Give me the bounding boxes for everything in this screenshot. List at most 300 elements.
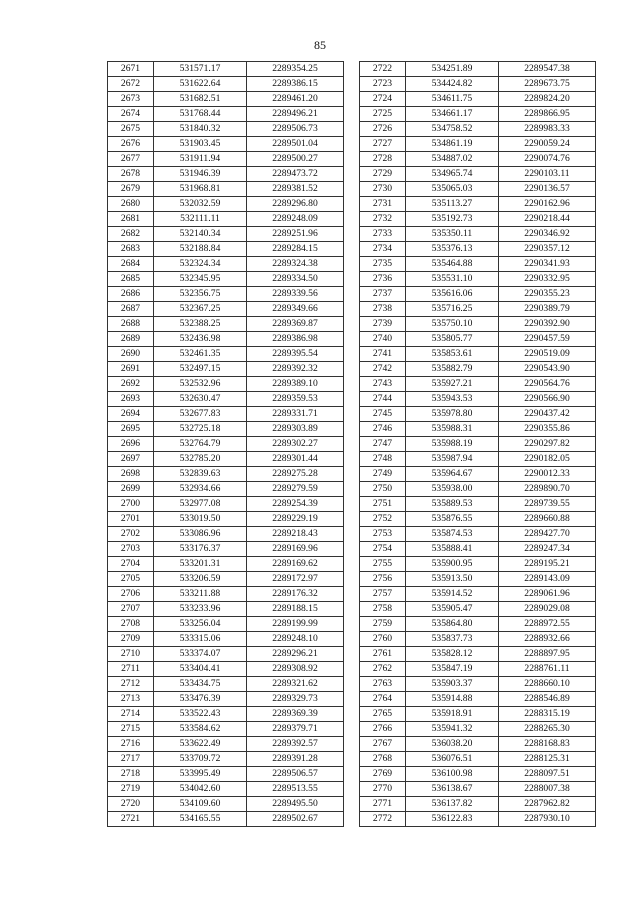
y-coordinate-cell: 2289379.71 — [247, 722, 344, 737]
point-number-cell: 2761 — [360, 647, 406, 662]
y-coordinate-cell: 2289369.39 — [247, 707, 344, 722]
y-coordinate-cell: 2289303.89 — [247, 422, 344, 437]
point-number-cell: 2764 — [360, 692, 406, 707]
point-number-cell: 2673 — [108, 92, 154, 107]
table-row — [108, 407, 344, 422]
x-coordinate-cell: 531682.51 — [154, 92, 247, 107]
table-row — [360, 587, 596, 602]
y-coordinate-cell: 2289199.99 — [247, 617, 344, 632]
x-coordinate-cell: 535716.25 — [406, 302, 499, 317]
y-coordinate-cell: 2290357.12 — [499, 242, 596, 257]
point-number-cell: 2718 — [108, 767, 154, 782]
x-coordinate-cell: 532630.47 — [154, 392, 247, 407]
x-coordinate-cell: 532497.15 — [154, 362, 247, 377]
point-number-cell: 2698 — [108, 467, 154, 482]
y-coordinate-cell: 2289229.19 — [247, 512, 344, 527]
x-coordinate-cell: 531840.32 — [154, 122, 247, 137]
x-coordinate-cell: 532188.84 — [154, 242, 247, 257]
y-coordinate-cell: 2289279.59 — [247, 482, 344, 497]
table-row — [360, 62, 596, 77]
table-row — [360, 362, 596, 377]
y-coordinate-cell: 2290566.90 — [499, 392, 596, 407]
table-row — [108, 197, 344, 212]
table-row — [360, 647, 596, 662]
table-row — [108, 317, 344, 332]
y-coordinate-cell: 2289254.39 — [247, 497, 344, 512]
point-number-cell: 2734 — [360, 242, 406, 257]
x-coordinate-cell: 535943.53 — [406, 392, 499, 407]
table-row — [108, 677, 344, 692]
y-coordinate-cell: 2289386.98 — [247, 332, 344, 347]
point-number-cell: 2684 — [108, 257, 154, 272]
point-number-cell: 2755 — [360, 557, 406, 572]
y-coordinate-cell: 2289354.25 — [247, 62, 344, 77]
table-row — [108, 482, 344, 497]
table-row — [108, 497, 344, 512]
x-coordinate-cell: 535918.91 — [406, 707, 499, 722]
y-coordinate-cell: 2289495.50 — [247, 797, 344, 812]
point-number-cell: 2748 — [360, 452, 406, 467]
point-number-cell: 2716 — [108, 737, 154, 752]
x-coordinate-cell: 533256.04 — [154, 617, 247, 632]
y-coordinate-cell: 2289349.66 — [247, 302, 344, 317]
y-coordinate-cell: 2289302.27 — [247, 437, 344, 452]
x-coordinate-cell: 533584.62 — [154, 722, 247, 737]
point-number-cell: 2719 — [108, 782, 154, 797]
table-row — [108, 647, 344, 662]
y-coordinate-cell: 2289275.28 — [247, 467, 344, 482]
point-number-cell: 2707 — [108, 602, 154, 617]
y-coordinate-cell: 2289392.57 — [247, 737, 344, 752]
y-coordinate-cell: 2288097.51 — [499, 767, 596, 782]
point-number-cell: 2744 — [360, 392, 406, 407]
table-row — [360, 707, 596, 722]
x-coordinate-cell: 535531.10 — [406, 272, 499, 287]
point-number-cell: 2750 — [360, 482, 406, 497]
point-number-cell: 2729 — [360, 167, 406, 182]
table-row — [360, 332, 596, 347]
x-coordinate-cell: 535113.27 — [406, 197, 499, 212]
point-number-cell: 2741 — [360, 347, 406, 362]
point-number-cell: 2763 — [360, 677, 406, 692]
y-coordinate-cell: 2289169.62 — [247, 557, 344, 572]
x-coordinate-cell: 534424.82 — [406, 77, 499, 92]
table-row — [360, 617, 596, 632]
x-coordinate-cell: 532345.95 — [154, 272, 247, 287]
table-row — [360, 482, 596, 497]
table-row — [360, 737, 596, 752]
table-row — [108, 722, 344, 737]
table-row — [108, 242, 344, 257]
point-number-cell: 2723 — [360, 77, 406, 92]
x-coordinate-cell: 536038.20 — [406, 737, 499, 752]
x-coordinate-cell: 532977.08 — [154, 497, 247, 512]
x-coordinate-cell: 531946.39 — [154, 167, 247, 182]
table-row — [360, 437, 596, 452]
y-coordinate-cell: 2290012.33 — [499, 467, 596, 482]
y-coordinate-cell: 2288761.11 — [499, 662, 596, 677]
x-coordinate-cell: 535914.52 — [406, 587, 499, 602]
table-row — [108, 512, 344, 527]
y-coordinate-cell: 2289506.73 — [247, 122, 344, 137]
x-coordinate-cell: 532532.96 — [154, 377, 247, 392]
table-row — [108, 362, 344, 377]
table-row — [360, 152, 596, 167]
point-number-cell: 2701 — [108, 512, 154, 527]
point-number-cell: 2771 — [360, 797, 406, 812]
x-coordinate-cell: 532367.25 — [154, 302, 247, 317]
table-row — [108, 467, 344, 482]
point-number-cell: 2692 — [108, 377, 154, 392]
table-row — [108, 302, 344, 317]
x-coordinate-cell: 534042.60 — [154, 782, 247, 797]
table-row — [360, 422, 596, 437]
x-coordinate-cell: 535464.88 — [406, 257, 499, 272]
x-coordinate-cell: 535988.19 — [406, 437, 499, 452]
y-coordinate-cell: 2288972.55 — [499, 617, 596, 632]
x-coordinate-cell: 534758.52 — [406, 122, 499, 137]
point-number-cell: 2759 — [360, 617, 406, 632]
table-row — [360, 722, 596, 737]
y-coordinate-cell: 2290564.76 — [499, 377, 596, 392]
x-coordinate-cell: 535616.06 — [406, 287, 499, 302]
point-number-cell: 2731 — [360, 197, 406, 212]
x-coordinate-cell: 532388.25 — [154, 317, 247, 332]
x-coordinate-cell: 535903.37 — [406, 677, 499, 692]
y-coordinate-cell: 2289188.15 — [247, 602, 344, 617]
x-coordinate-cell: 531911.94 — [154, 152, 247, 167]
y-coordinate-cell: 2290182.05 — [499, 452, 596, 467]
y-coordinate-cell: 2289251.96 — [247, 227, 344, 242]
x-coordinate-cell: 535987.94 — [406, 452, 499, 467]
table-row — [108, 347, 344, 362]
point-number-cell: 2749 — [360, 467, 406, 482]
x-coordinate-cell: 533211.88 — [154, 587, 247, 602]
y-coordinate-cell: 2290389.79 — [499, 302, 596, 317]
point-number-cell: 2770 — [360, 782, 406, 797]
table-row — [360, 407, 596, 422]
y-coordinate-cell: 2289329.73 — [247, 692, 344, 707]
point-number-cell: 2706 — [108, 587, 154, 602]
y-coordinate-cell: 2290457.59 — [499, 332, 596, 347]
x-coordinate-cell: 532785.20 — [154, 452, 247, 467]
point-number-cell: 2725 — [360, 107, 406, 122]
y-coordinate-cell: 2289389.10 — [247, 377, 344, 392]
point-number-cell: 2720 — [108, 797, 154, 812]
point-number-cell: 2700 — [108, 497, 154, 512]
y-coordinate-cell: 2289386.15 — [247, 77, 344, 92]
point-number-cell: 2717 — [108, 752, 154, 767]
table-row — [108, 332, 344, 347]
x-coordinate-cell: 533374.07 — [154, 647, 247, 662]
x-coordinate-cell: 535837.73 — [406, 632, 499, 647]
table-row — [108, 92, 344, 107]
table-row — [360, 812, 596, 827]
table-row — [108, 587, 344, 602]
y-coordinate-cell: 2289890.70 — [499, 482, 596, 497]
table-row — [108, 617, 344, 632]
table-row — [360, 137, 596, 152]
x-coordinate-cell: 535882.79 — [406, 362, 499, 377]
table-row — [360, 347, 596, 362]
y-coordinate-cell: 2289369.87 — [247, 317, 344, 332]
y-coordinate-cell: 2287962.82 — [499, 797, 596, 812]
x-coordinate-cell: 531968.81 — [154, 182, 247, 197]
x-coordinate-cell: 532111.11 — [154, 212, 247, 227]
table-row — [108, 632, 344, 647]
table-row — [360, 122, 596, 137]
y-coordinate-cell: 2289301.44 — [247, 452, 344, 467]
y-coordinate-cell: 2289172.97 — [247, 572, 344, 587]
table-row — [360, 632, 596, 647]
x-coordinate-cell: 532461.35 — [154, 347, 247, 362]
point-number-cell: 2738 — [360, 302, 406, 317]
point-number-cell: 2724 — [360, 92, 406, 107]
table-row — [360, 287, 596, 302]
x-coordinate-cell: 533995.49 — [154, 767, 247, 782]
y-coordinate-cell: 2289296.80 — [247, 197, 344, 212]
x-coordinate-cell: 533404.41 — [154, 662, 247, 677]
x-coordinate-cell: 535905.47 — [406, 602, 499, 617]
point-number-cell: 2705 — [108, 572, 154, 587]
point-number-cell: 2690 — [108, 347, 154, 362]
y-coordinate-cell: 2288932.66 — [499, 632, 596, 647]
point-number-cell: 2675 — [108, 122, 154, 137]
table-row — [108, 542, 344, 557]
y-coordinate-cell: 2289247.34 — [499, 542, 596, 557]
point-number-cell: 2758 — [360, 602, 406, 617]
point-number-cell: 2722 — [360, 62, 406, 77]
y-coordinate-cell: 2289500.27 — [247, 152, 344, 167]
table-row — [360, 302, 596, 317]
y-coordinate-cell: 2290341.93 — [499, 257, 596, 272]
point-number-cell: 2711 — [108, 662, 154, 677]
table-row — [360, 212, 596, 227]
point-number-cell: 2727 — [360, 137, 406, 152]
x-coordinate-cell: 535914.88 — [406, 692, 499, 707]
x-coordinate-cell: 532677.83 — [154, 407, 247, 422]
point-number-cell: 2683 — [108, 242, 154, 257]
y-coordinate-cell: 2289392.32 — [247, 362, 344, 377]
point-number-cell: 2691 — [108, 362, 154, 377]
x-coordinate-cell: 535874.53 — [406, 527, 499, 542]
y-coordinate-cell: 2289195.21 — [499, 557, 596, 572]
point-number-cell: 2743 — [360, 377, 406, 392]
y-coordinate-cell: 2290355.23 — [499, 287, 596, 302]
x-coordinate-cell: 533315.06 — [154, 632, 247, 647]
point-number-cell: 2682 — [108, 227, 154, 242]
table-row — [360, 557, 596, 572]
table-row — [108, 392, 344, 407]
y-coordinate-cell: 2289029.08 — [499, 602, 596, 617]
x-coordinate-cell: 532764.79 — [154, 437, 247, 452]
table-row — [360, 752, 596, 767]
y-coordinate-cell: 2290519.09 — [499, 347, 596, 362]
coordinate-table-left — [107, 61, 344, 827]
y-coordinate-cell: 2289248.09 — [247, 212, 344, 227]
table-row — [108, 167, 344, 182]
point-number-cell: 2671 — [108, 62, 154, 77]
x-coordinate-cell: 533522.43 — [154, 707, 247, 722]
point-number-cell: 2697 — [108, 452, 154, 467]
point-number-cell: 2726 — [360, 122, 406, 137]
y-coordinate-cell: 2289502.67 — [247, 812, 344, 827]
table-row — [360, 242, 596, 257]
point-number-cell: 2703 — [108, 542, 154, 557]
x-coordinate-cell: 536138.67 — [406, 782, 499, 797]
x-coordinate-cell: 534165.55 — [154, 812, 247, 827]
table-row — [360, 677, 596, 692]
y-coordinate-cell: 2289176.32 — [247, 587, 344, 602]
table-row — [108, 707, 344, 722]
table-row — [360, 797, 596, 812]
x-coordinate-cell: 536122.83 — [406, 812, 499, 827]
table-row — [108, 77, 344, 92]
x-coordinate-cell: 534965.74 — [406, 167, 499, 182]
point-number-cell: 2695 — [108, 422, 154, 437]
point-number-cell: 2756 — [360, 572, 406, 587]
x-coordinate-cell: 533201.31 — [154, 557, 247, 572]
table-row — [360, 227, 596, 242]
y-coordinate-cell: 2289324.38 — [247, 257, 344, 272]
point-number-cell: 2728 — [360, 152, 406, 167]
point-number-cell: 2714 — [108, 707, 154, 722]
x-coordinate-cell: 535847.19 — [406, 662, 499, 677]
y-coordinate-cell: 2290437.42 — [499, 407, 596, 422]
point-number-cell: 2762 — [360, 662, 406, 677]
page-number: 85 — [314, 38, 326, 52]
point-number-cell: 2715 — [108, 722, 154, 737]
point-number-cell: 2676 — [108, 137, 154, 152]
table-row — [360, 107, 596, 122]
y-coordinate-cell: 2289339.56 — [247, 287, 344, 302]
point-number-cell: 2754 — [360, 542, 406, 557]
point-number-cell: 2767 — [360, 737, 406, 752]
y-coordinate-cell: 2289248.10 — [247, 632, 344, 647]
y-coordinate-cell: 2290297.82 — [499, 437, 596, 452]
point-number-cell: 2737 — [360, 287, 406, 302]
x-coordinate-cell: 532324.34 — [154, 257, 247, 272]
table-row — [360, 542, 596, 557]
x-coordinate-cell: 533086.96 — [154, 527, 247, 542]
table-row — [108, 572, 344, 587]
point-number-cell: 2679 — [108, 182, 154, 197]
point-number-cell: 2732 — [360, 212, 406, 227]
table-row — [108, 437, 344, 452]
coordinate-table-right — [359, 61, 596, 827]
table-row — [360, 317, 596, 332]
point-number-cell: 2681 — [108, 212, 154, 227]
y-coordinate-cell: 2289427.70 — [499, 527, 596, 542]
y-coordinate-cell: 2290543.90 — [499, 362, 596, 377]
y-coordinate-cell: 2290074.76 — [499, 152, 596, 167]
point-number-cell: 2704 — [108, 557, 154, 572]
point-number-cell: 2677 — [108, 152, 154, 167]
x-coordinate-cell: 535889.53 — [406, 497, 499, 512]
y-coordinate-cell: 2288546.89 — [499, 692, 596, 707]
x-coordinate-cell: 532725.18 — [154, 422, 247, 437]
table-row — [360, 767, 596, 782]
point-number-cell: 2694 — [108, 407, 154, 422]
table-row — [108, 422, 344, 437]
point-number-cell: 2752 — [360, 512, 406, 527]
x-coordinate-cell: 535964.67 — [406, 467, 499, 482]
y-coordinate-cell: 2289334.50 — [247, 272, 344, 287]
table-row — [108, 692, 344, 707]
table-row — [108, 527, 344, 542]
table-row — [360, 182, 596, 197]
y-coordinate-cell: 2290355.86 — [499, 422, 596, 437]
table-row — [108, 272, 344, 287]
y-coordinate-cell: 2290392.90 — [499, 317, 596, 332]
y-coordinate-cell: 2289381.52 — [247, 182, 344, 197]
table-row — [108, 557, 344, 572]
y-coordinate-cell: 2289461.20 — [247, 92, 344, 107]
point-number-cell: 2713 — [108, 692, 154, 707]
point-number-cell: 2710 — [108, 647, 154, 662]
x-coordinate-cell: 533434.75 — [154, 677, 247, 692]
y-coordinate-cell: 2288168.83 — [499, 737, 596, 752]
x-coordinate-cell: 534611.75 — [406, 92, 499, 107]
x-coordinate-cell: 532140.34 — [154, 227, 247, 242]
x-coordinate-cell: 533233.96 — [154, 602, 247, 617]
y-coordinate-cell: 2288265.30 — [499, 722, 596, 737]
x-coordinate-cell: 531768.44 — [154, 107, 247, 122]
point-number-cell: 2746 — [360, 422, 406, 437]
x-coordinate-cell: 534861.19 — [406, 137, 499, 152]
y-coordinate-cell: 2289866.95 — [499, 107, 596, 122]
y-coordinate-cell: 2289169.96 — [247, 542, 344, 557]
table-row — [108, 452, 344, 467]
point-number-cell: 2769 — [360, 767, 406, 782]
y-coordinate-cell: 2289218.43 — [247, 527, 344, 542]
x-coordinate-cell: 535350.11 — [406, 227, 499, 242]
y-coordinate-cell: 2289547.38 — [499, 62, 596, 77]
x-coordinate-cell: 535876.55 — [406, 512, 499, 527]
x-coordinate-cell: 535853.61 — [406, 347, 499, 362]
y-coordinate-cell: 2289061.96 — [499, 587, 596, 602]
point-number-cell: 2702 — [108, 527, 154, 542]
y-coordinate-cell: 2289331.71 — [247, 407, 344, 422]
x-coordinate-cell: 533176.37 — [154, 542, 247, 557]
table-row — [360, 92, 596, 107]
table-row — [108, 257, 344, 272]
x-coordinate-cell: 535941.32 — [406, 722, 499, 737]
y-coordinate-cell: 2289143.09 — [499, 572, 596, 587]
y-coordinate-cell: 2289496.21 — [247, 107, 344, 122]
table-row — [108, 812, 344, 827]
table-row — [360, 77, 596, 92]
x-coordinate-cell: 534109.60 — [154, 797, 247, 812]
point-number-cell: 2772 — [360, 812, 406, 827]
table-row — [360, 452, 596, 467]
point-number-cell: 2735 — [360, 257, 406, 272]
y-coordinate-cell: 2288897.95 — [499, 647, 596, 662]
point-number-cell: 2708 — [108, 617, 154, 632]
point-number-cell: 2693 — [108, 392, 154, 407]
point-number-cell: 2680 — [108, 197, 154, 212]
table-row — [108, 212, 344, 227]
x-coordinate-cell: 535927.21 — [406, 377, 499, 392]
point-number-cell: 2751 — [360, 497, 406, 512]
table-row — [108, 662, 344, 677]
point-number-cell: 2745 — [360, 407, 406, 422]
y-coordinate-cell: 2290103.11 — [499, 167, 596, 182]
table-row — [108, 737, 344, 752]
point-number-cell: 2740 — [360, 332, 406, 347]
point-number-cell: 2760 — [360, 632, 406, 647]
x-coordinate-cell: 535864.80 — [406, 617, 499, 632]
